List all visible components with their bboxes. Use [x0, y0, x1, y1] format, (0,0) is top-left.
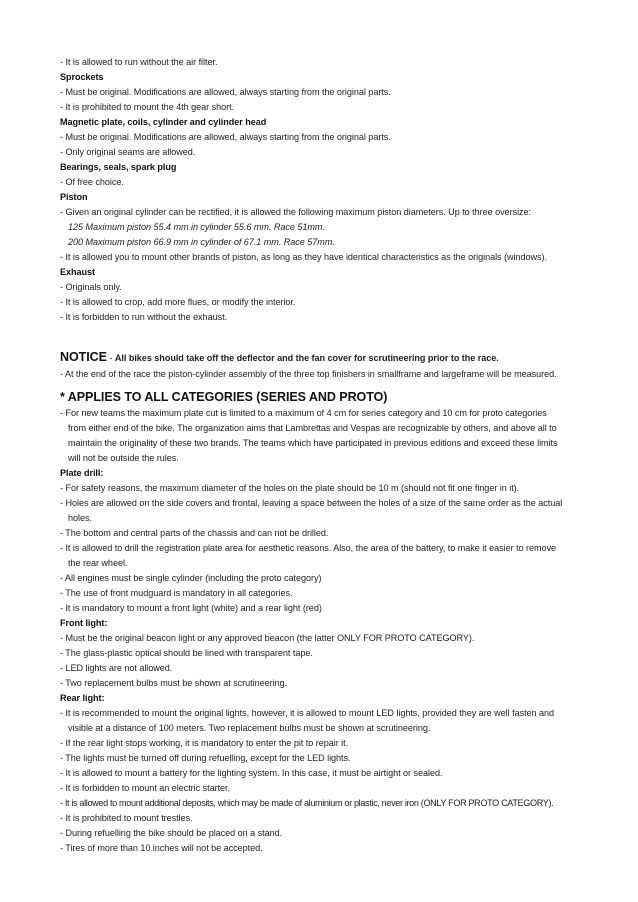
text-line: - Must be original. Modifications are allowed, always starting from the original parts. [60, 132, 391, 142]
text-line: - It is allowed to mount a battery for the lighting system. In this case, it must be airtight or sealed. [60, 768, 443, 778]
text-line: - LED lights are not allowed. [60, 663, 173, 673]
text-line: - Two replacement bulbs must be shown at scrutineering. [60, 678, 288, 688]
section-heading-sprockets: Sprockets [60, 72, 104, 82]
text-line: - Holes are allowed on the side covers and frontal, leaving a space between the holes of a size of the same order as the actual [60, 498, 563, 508]
text-line: - Tires of more than 10 inches will not be accepted. [60, 843, 263, 853]
section-heading-applies-all: * APPLIES TO ALL CATEGORIES (SERIES AND PROTO) [60, 390, 388, 404]
text-line: - Of free choice. [60, 177, 124, 187]
text-line: - At the end of the race the piston-cylinder assembly of the three top finishers in smallframe and largeframe will be measured. [60, 369, 557, 379]
notice-separator: - [106, 353, 115, 363]
text-line: - The glass-plastic optical should be lined with transparent tape. [60, 648, 313, 658]
text-line: - All engines must be single cylinder (including the proto category) [60, 573, 322, 583]
text-line: the rear wheel. [68, 558, 128, 568]
notice-label: NOTICE [60, 350, 107, 364]
text-line-italic: 200 Maximum piston 66.9 mm in cylinder of 67.1 mm. Race 57mm. [68, 237, 335, 247]
text-line: - It is allowed to mount additional deposits, which may be made of aluminium or plastic, never iron (ONLY FOR PROTO CATEGORY). [60, 798, 554, 808]
text-line: - It is allowed to run without the air filter. [60, 57, 218, 67]
text-line: maintain the originality of these two brands. The teams which have participated in previous editions and exceed these limits [68, 438, 558, 448]
section-heading-front-light: Front light: [60, 618, 108, 628]
text-line: - It is allowed to crop, add more flues, or modify the interior. [60, 297, 296, 307]
text-line: - It is recommended to mount the original lights, however, it is allowed to mount LED lights, provided they are well fasten and [60, 708, 555, 718]
text-line-italic: 125 Maximum piston 55.4 mm in cylinder 55.6 mm. Race 51mm. [68, 222, 325, 232]
text-line: - During refuelling the bike should be placed on a stand. [60, 828, 283, 838]
text-line: - Must be the original beacon light or any approved beacon (the latter ONLY FOR PROTO CATEGORY). [60, 633, 475, 643]
text-line: - For safety reasons, the maximum diameter of the holes on the plate should be 10 m (should not fit one finger in it). [60, 483, 520, 493]
text-line: - It is prohibited to mount the 4th gear short. [60, 102, 235, 112]
text-line: - The bottom and central parts of the chassis and can not be drilled. [60, 528, 329, 538]
text-line: - Must be original. Modifications are allowed, always starting from the original parts. [60, 87, 391, 97]
text-line: - The use of front mudguard is mandatory in all categories. [60, 588, 293, 598]
section-heading-bearings: Bearings, seals, spark plug [60, 162, 177, 172]
notice-line [60, 350, 499, 365]
text-line: - Originals only. [60, 282, 122, 292]
section-heading-magnetic-plate: Magnetic plate, coils, cylinder and cylinder head [60, 117, 267, 127]
text-line: - The lights must be turned off during refuelling, except for the LED lights. [60, 753, 351, 763]
text-line: - Only original seams are allowed. [60, 147, 196, 157]
section-heading-plate-drill: Plate drill: [60, 468, 104, 478]
text-line: - It is forbidden to mount an electric starter. [60, 783, 231, 793]
text-line: - It is forbidden to run without the exhaust. [60, 312, 228, 322]
text-line: - It is allowed you to mount other brands of piston, as long as they have identical characteristics as the originals (windows). [60, 252, 547, 262]
text-line: - Given an original cylinder can be rectified, it is allowed the following maximum piston diameters. Up to three oversize: [60, 207, 532, 217]
text-line: - It is prohibited to mount trestles. [60, 813, 193, 823]
text-line: - It is allowed to drill the registration plate area for aesthetic reasons. Also, the area of the battery, to make it easier to remove [60, 543, 557, 553]
section-heading-piston: Piston [60, 192, 88, 202]
text-line: - It is mandatory to mount a front light (white) and a rear light (red) [60, 603, 322, 613]
text-line: will not be outside the rules. [68, 453, 179, 463]
text-line: - For new teams the maximum plate cut is limited to a maximum of 4 cm for series category and 10 cm for proto categories [60, 408, 547, 418]
text-line: - If the rear light stops working, it is mandatory to enter the pit to repair it. [60, 738, 349, 748]
text-line: from either end of the bike. The organization aims that Lambrettas and Vespas are recognizable by others, and above all to [68, 423, 557, 433]
text-line: holes. [68, 513, 92, 523]
notice-text: All bikes should take off the deflector and the fan cover for scrutineering prior to the race. [114, 353, 499, 363]
section-heading-rear-light: Rear light: [60, 693, 105, 703]
section-heading-exhaust: Exhaust [60, 267, 96, 277]
text-line: visible at a distance of 100 meters. Two replacement bulbs must be shown at scrutineering. [68, 723, 431, 733]
